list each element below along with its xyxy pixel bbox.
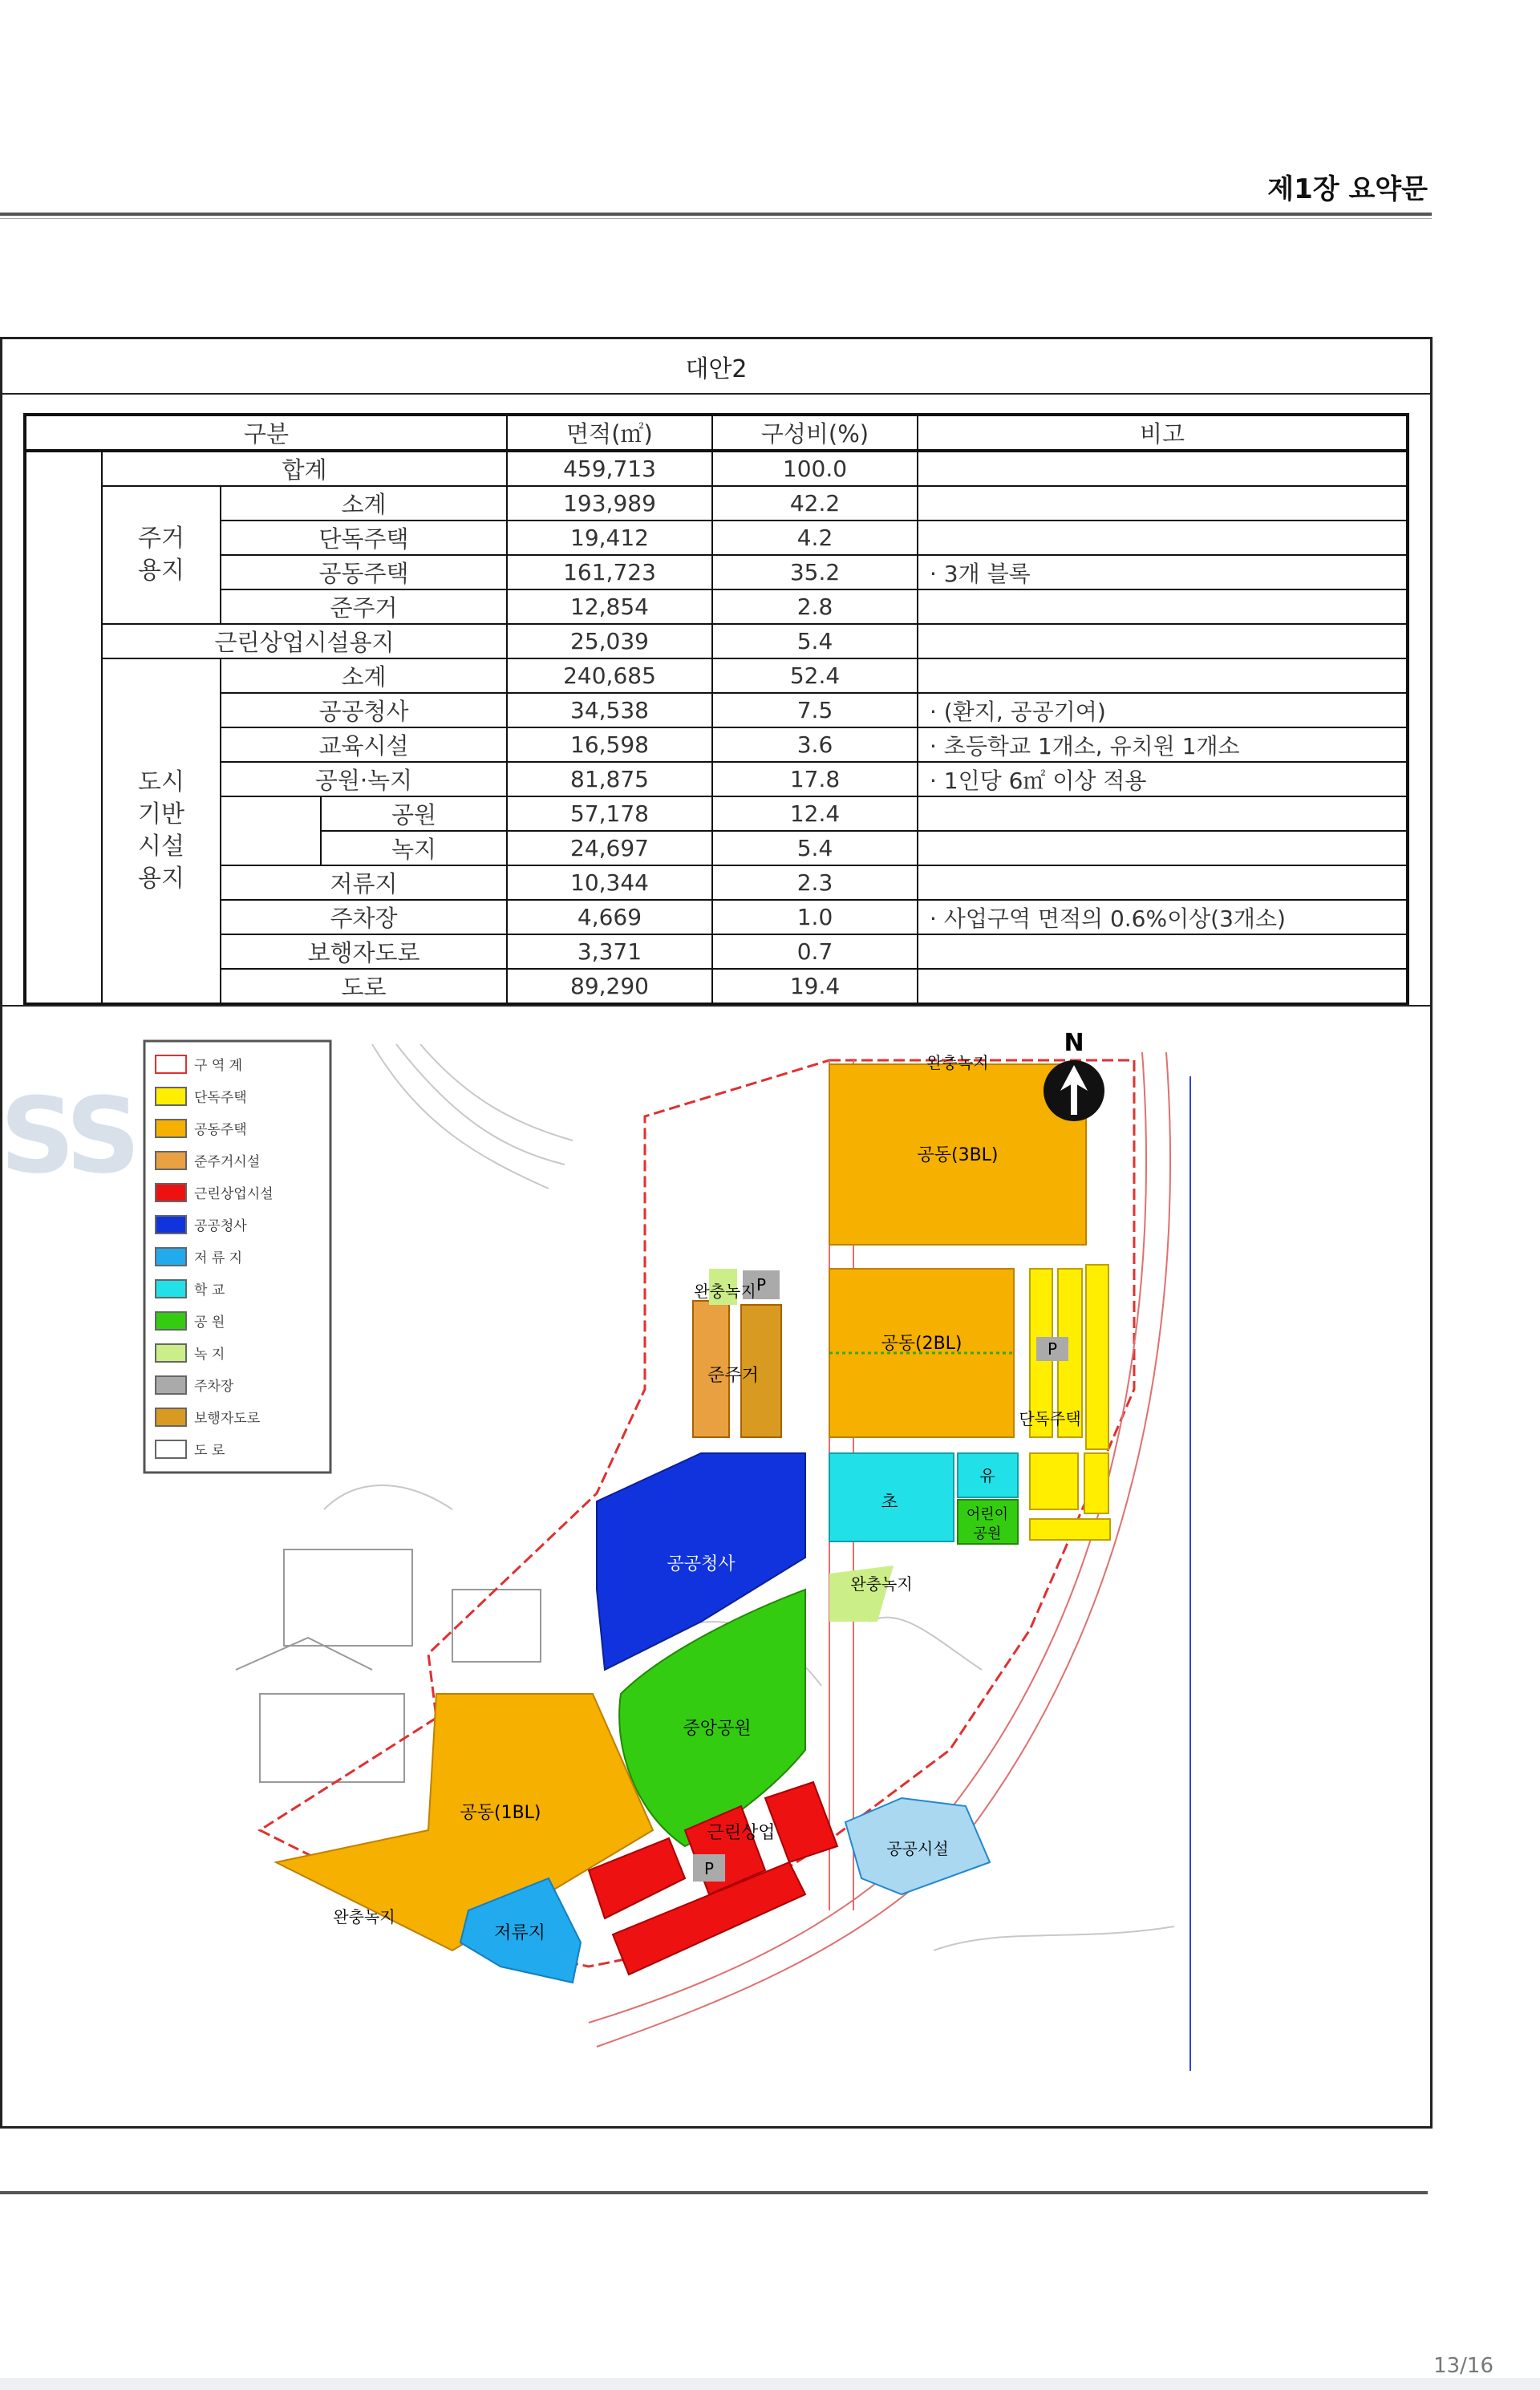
row-note <box>918 831 1408 865</box>
table-map-divider <box>2 1005 1430 1007</box>
header-rule <box>0 213 1432 216</box>
watermark-graphic: SS <box>0 1075 136 1197</box>
row-label: 소계 <box>221 486 507 521</box>
legend-label: 학 교 <box>194 1282 225 1298</box>
table-row <box>25 727 1408 762</box>
north-label: N <box>1064 1029 1084 1057</box>
land-use-table <box>23 413 1409 1006</box>
table-row <box>25 555 1408 589</box>
row-label: 보행자도로 <box>221 934 507 969</box>
table-row-total <box>25 451 1408 486</box>
legend-label: 근린상업시설 <box>194 1186 274 1202</box>
table-row <box>25 796 1408 831</box>
row-ratio: 1.0 <box>712 900 918 934</box>
legend-swatch <box>156 1280 186 1298</box>
legend-label: 구 역 계 <box>194 1058 243 1074</box>
left-spacer <box>25 451 102 1004</box>
label-commercial: 근린상업 <box>707 1823 776 1843</box>
row-ratio: 5.4 <box>712 831 918 865</box>
legend-swatch <box>156 1408 186 1426</box>
row-label: 교육시설 <box>221 727 507 762</box>
legend-swatch <box>156 1312 186 1330</box>
table-header-row <box>25 415 1408 451</box>
label-parking-south: P <box>703 1859 715 1878</box>
table-row <box>25 865 1408 900</box>
row-ratio: 0.7 <box>712 934 918 969</box>
land-use-map <box>194 1028 1222 2095</box>
row-area: 57,178 <box>507 796 712 831</box>
row-label: 도로 <box>221 969 507 1004</box>
row-note <box>918 969 1408 1004</box>
table-row <box>25 658 1408 693</box>
label-parking-east: P <box>1047 1339 1058 1359</box>
legend-label: 단독주택 <box>194 1090 247 1106</box>
label-public: 공공시설 <box>886 1839 949 1858</box>
label-buffer-top: 완충녹지 <box>926 1053 989 1072</box>
row-note <box>918 865 1408 900</box>
alternative-caption: 대안2 <box>2 339 1430 395</box>
header-rule-thin <box>0 218 1432 219</box>
label-kidpark-1: 어린이 <box>966 1506 1009 1523</box>
legend-swatch <box>156 1216 186 1233</box>
row-area: 10,344 <box>507 865 712 900</box>
legend-label: 준주거시설 <box>194 1154 261 1170</box>
row-note <box>918 934 1408 969</box>
row-area: 193,989 <box>507 486 712 521</box>
table-row <box>25 762 1408 796</box>
row-ratio: 2.8 <box>712 589 918 624</box>
row-note: · 초등학교 1개소, 유치원 1개소 <box>918 727 1408 762</box>
legend-label: 주차장 <box>194 1379 234 1395</box>
row-area: 25,039 <box>507 624 712 658</box>
label-parking-north: P <box>756 1275 767 1294</box>
row-ratio: 4.2 <box>712 521 918 555</box>
legend-swatch <box>156 1184 186 1201</box>
row-note <box>918 624 1408 658</box>
label-central-park: 중앙공원 <box>683 1719 752 1739</box>
label-school: 초 <box>881 1493 898 1513</box>
row-area: 161,723 <box>507 555 712 589</box>
row-note <box>918 658 1408 693</box>
row-label: 준주거 <box>221 589 507 624</box>
label-detached: 단독주택 <box>1019 1409 1081 1428</box>
row-ratio: 52.4 <box>712 658 918 693</box>
row-label: 공동주택 <box>221 555 507 589</box>
label-bl3: 공동(3BL) <box>917 1145 999 1165</box>
col-header-note: 비고 <box>918 415 1408 451</box>
row-ratio: 5.4 <box>712 624 918 658</box>
row-ratio: 19.4 <box>712 969 918 1004</box>
row-note: · 1인당 6㎡ 이상 적용 <box>918 762 1408 796</box>
row-ratio: 7.5 <box>712 693 918 727</box>
legend-swatch <box>156 1055 186 1073</box>
row-note <box>918 521 1408 555</box>
bottom-rule <box>0 2191 1428 2194</box>
table-row <box>25 934 1408 969</box>
label-buffer-mid2: 완충녹지 <box>850 1574 913 1594</box>
legend-swatch <box>156 1088 186 1105</box>
legend-swatch <box>156 1120 186 1137</box>
label-retention: 저류지 <box>494 1923 545 1943</box>
row-label: 소계 <box>221 658 507 693</box>
north-arrow-icon <box>1044 1060 1104 1121</box>
row-label: 공공청사 <box>221 693 507 727</box>
legend-label: 공동주택 <box>194 1122 247 1138</box>
table-row <box>25 693 1408 727</box>
legend-swatch <box>156 1440 186 1458</box>
row-ratio: 2.3 <box>712 865 918 900</box>
col-header-category: 구분 <box>25 415 507 451</box>
row-label: 주차장 <box>221 900 507 934</box>
legend-label: 도 로 <box>194 1443 225 1459</box>
row-note: · 3개 블록 <box>918 555 1408 589</box>
col-header-ratio: 구성비(%) <box>712 415 918 451</box>
label-semi: 준주거 <box>707 1366 759 1386</box>
row-area: 16,598 <box>507 727 712 762</box>
label-buffer-mid: 완충녹지 <box>694 1282 756 1301</box>
legend-label: 공공청사 <box>194 1218 247 1234</box>
row-area: 4,669 <box>507 900 712 934</box>
label-kidpark-2: 공원 <box>973 1525 1002 1542</box>
detached-housing <box>1030 1265 1110 1540</box>
row-label: 근린상업시설용지 <box>102 624 507 658</box>
table-row <box>25 521 1408 555</box>
row-note: · (환지, 공공기여) <box>918 693 1408 727</box>
row-area: 34,538 <box>507 693 712 727</box>
row-ratio: 3.6 <box>712 727 918 762</box>
row-area: 89,290 <box>507 969 712 1004</box>
row-note: · 사업구역 면적의 0.6%이상(3개소) <box>918 900 1408 934</box>
row-ratio: 12.4 <box>712 796 918 831</box>
row-ratio: 17.8 <box>712 762 918 796</box>
total-label: 합계 <box>102 451 507 486</box>
infra-group-label: 도시 기반 시설 용지 <box>102 658 221 1004</box>
row-label: 공원·녹지 <box>221 762 507 796</box>
chapter-title: 제1장 요약문 <box>1267 173 1428 205</box>
label-bl2: 공동(2BL) <box>881 1334 962 1354</box>
map-legend <box>144 1041 330 1472</box>
row-label: 저류지 <box>221 865 507 900</box>
label-buffer-left: 완충녹지 <box>333 1907 395 1926</box>
footer-strip <box>0 2378 1540 2390</box>
col-header-area: 면적(㎡) <box>507 415 712 451</box>
row-note <box>918 486 1408 521</box>
legend-swatch <box>156 1344 186 1362</box>
row-area: 24,697 <box>507 831 712 865</box>
row-ratio: 42.2 <box>712 486 918 521</box>
page-number: 13/16 <box>1433 2354 1493 2378</box>
row-area: 3,371 <box>507 934 712 969</box>
legend-swatch <box>156 1376 186 1394</box>
total-ratio: 100.0 <box>712 451 918 486</box>
row-label: 녹지 <box>321 831 507 865</box>
row-label: 단독주택 <box>221 521 507 555</box>
total-note <box>918 451 1408 486</box>
table-row <box>25 969 1408 1004</box>
legend-label: 녹 지 <box>194 1347 225 1363</box>
row-note <box>918 589 1408 624</box>
legend-swatch <box>156 1248 186 1266</box>
row-area: 12,854 <box>507 589 712 624</box>
row-ratio: 35.2 <box>712 555 918 589</box>
sub-indent <box>221 796 321 865</box>
row-area: 19,412 <box>507 521 712 555</box>
table-row <box>25 589 1408 624</box>
legend-label: 보행자도로 <box>194 1411 261 1427</box>
legend-label: 공 원 <box>194 1314 225 1331</box>
label-bl1: 공동(1BL) <box>460 1803 541 1823</box>
table-row <box>25 486 1408 521</box>
legend-label: 저 류 지 <box>194 1250 243 1266</box>
label-kinder: 유 <box>979 1466 995 1485</box>
row-label: 공원 <box>321 796 507 831</box>
table-row <box>25 624 1408 658</box>
legend-swatch <box>156 1152 186 1169</box>
table-row <box>25 900 1408 934</box>
row-note <box>918 796 1408 831</box>
row-area: 81,875 <box>507 762 712 796</box>
total-area: 459,713 <box>507 451 712 486</box>
row-area: 240,685 <box>507 658 712 693</box>
residential-group-label: 주거 용지 <box>102 486 221 624</box>
label-gov: 공공청사 <box>667 1554 736 1574</box>
